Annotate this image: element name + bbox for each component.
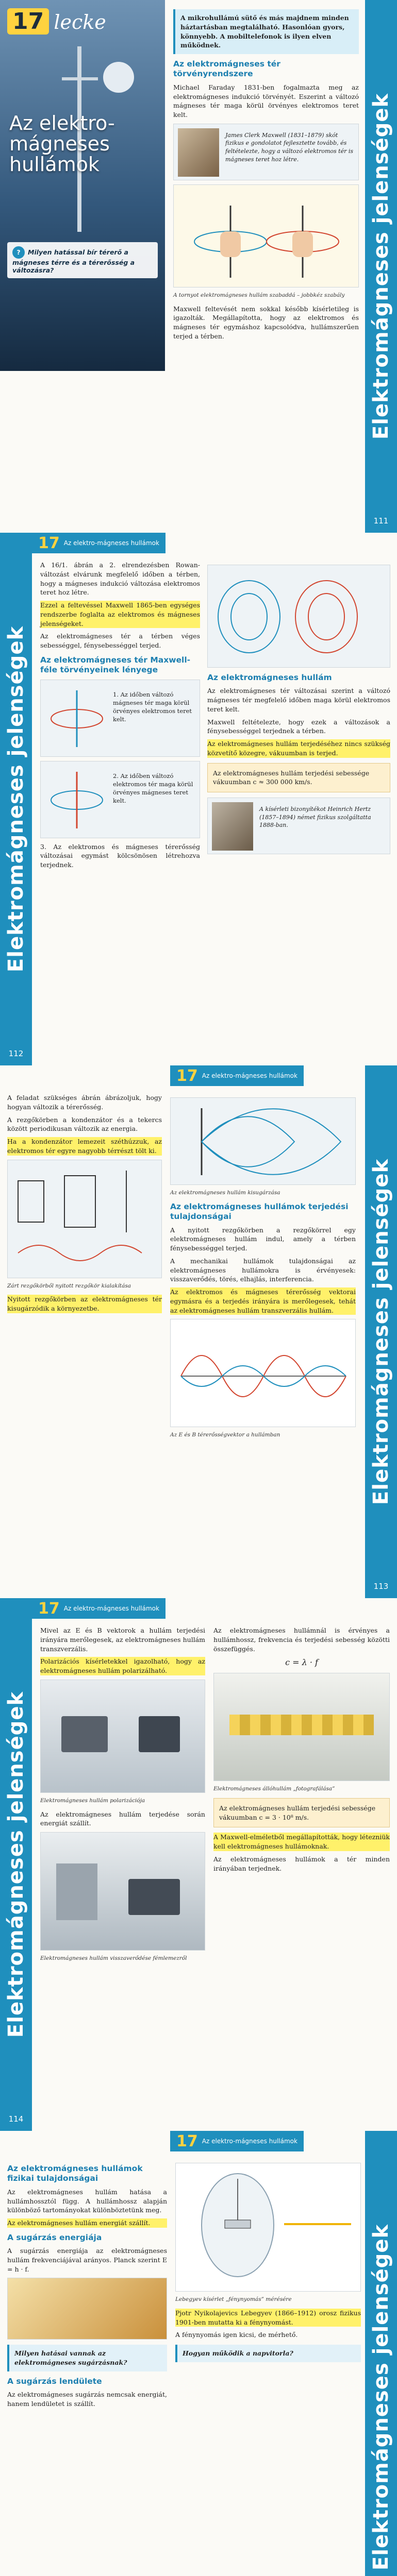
oscillator-figure (7, 1160, 162, 1278)
paragraph: A 16/1. ábrán a 2. elrendezésben Rowan-változást elvárunk megfelelő időben a térben, hogy a mágneses indukció változása elektromos teret hoz létre. (40, 561, 200, 597)
page-number: 111 (373, 516, 389, 526)
field-loop (308, 594, 344, 640)
paragraph: Mivel az E és B vektorok a hullám terjedési irányára merőlegesek, az elektromágneses hullám transzverzális. (40, 1626, 205, 1653)
field-loop (231, 594, 267, 640)
oscillator-svg (8, 1160, 162, 1278)
maxwell-law-figure-2 (40, 761, 200, 838)
side-title: Elektromágneses jelenségek (369, 1158, 393, 1505)
field-lines-svg (208, 565, 390, 668)
textbook-page-111 (0, 0, 397, 533)
paragraph: Az elektromágneses hullám hatása a hullámhossztól függ. A hullámhossz alapján különböző tartományokat különböztetünk meg. (7, 2188, 167, 2214)
paragraph: A mechanikai hullámok tulajdonságai az elektromágneses hullámokra is érvényesek: visszaverődés, törés, elhajlás, interferencia. (170, 1257, 356, 1283)
standing-wave-pattern (229, 1715, 374, 1735)
chapter-header-tab (170, 1065, 304, 1086)
page-number: 113 (373, 1582, 389, 1591)
hand-rule-figure (173, 184, 359, 287)
receiver-device (139, 1716, 180, 1752)
figure-caption: Zárt rezgőkörből nyitott rezgőkör kialakítása (7, 1282, 131, 1289)
field-loop (218, 581, 280, 653)
torsion-vanes (225, 2220, 251, 2228)
paragraph-highlighted: Az elektromágneses hullám energiát szállít. (7, 2218, 167, 2228)
right-column (173, 9, 359, 345)
chapter-hero (0, 0, 165, 371)
standing-wave-photo (214, 1673, 390, 1781)
paragraph: Michael Faraday 1831-ben fogalmazta meg az elektromágneses indukció törvényét. Eszerint a változó mágneses tér maga körül örvényes elektromos teret kelt. (173, 83, 359, 118)
radiation-photo-figure (7, 2278, 167, 2340)
lesson-number: 17 (7, 8, 49, 35)
section-title: Az elektromágneses hullám (207, 673, 332, 682)
paragraph-highlighted: A Maxwell-elméletből megállapították, hogy létezniük kell elektromágneses hullámoknak. (213, 1833, 390, 1851)
transmitter-device (61, 1716, 108, 1752)
radiation-lobe (202, 1109, 341, 1175)
left-column (7, 1093, 162, 1317)
figure-caption: Elektromágneses hullám visszaverődése fémlemezről (40, 1955, 187, 1962)
hero-question-text: Milyen hatással bír térerő a mágneses térre és a térerősség a változásra? (12, 248, 135, 274)
radiation-svg (171, 1098, 356, 1185)
section-title: Az elektromágneses tér Maxwell-féle törvényeinek lényege (40, 655, 191, 675)
hertz-figure (207, 798, 390, 854)
law-3-text: 3. Az elektromos és mágneses térerősség változásai egymást kölcsönösen létrehozva terjednek. (40, 842, 200, 869)
chapter-header-tab (32, 1598, 166, 1619)
paragraph: A nyitott rezgőkörben a rezgőkörrel egy elektromágneses hullám indul, amely a térben fénysebességgel terjed. (170, 1226, 356, 1252)
paragraph: Az elektromágneses tér változásai szerint a változó mágneses tér megfelelő időben maga körül elektromos teret kelt. (207, 687, 390, 713)
intro-box: A mikrohullámú sütő és más majdnem minden háztartásban megtalálható. Hasonlóan gyors, könnyebb. A mobiltelefonok is ilyen elven működnek. (173, 9, 359, 54)
chapter-title: Az elektro-mágneses hullámok (63, 1604, 159, 1612)
maxwell-portrait-image (178, 128, 219, 177)
figure-caption: A tornyot elektromágneses hullám szabaddá – jobbkéz szabály (173, 292, 345, 298)
question-icon: ? (12, 246, 25, 259)
section-title: Az elektromágneses hullámok fizikai tulajdonságai (7, 2164, 143, 2183)
field-lines (18, 1245, 142, 1261)
paragraph: Az elektromágneses hullámnál is érvényes a hullámhossz, frekvencia és terjedési sebesség közötti összefüggés. (213, 1626, 390, 1653)
polarization-photo-figure (40, 1680, 205, 1793)
chapter-number: 17 (38, 534, 60, 552)
paragraph: Az elektromágneses tér a térben véges sebességgel, fénysebességgel terjed. (40, 632, 200, 649)
textbook-page-113 (0, 1065, 397, 1598)
antenna-crossbar-illustration (62, 77, 98, 80)
textbook-page-115 (0, 2131, 397, 2576)
hand-shape-right (292, 231, 313, 257)
paragraph-highlighted: Az elektromágneses hullám terjedéséhez nincs szükség közvetítő közegre, vákuumban is terjed. (207, 740, 390, 757)
detector-device (128, 1879, 180, 1915)
radiation-figure (170, 1097, 356, 1185)
side-band (365, 2131, 397, 2576)
reflection-photo (41, 1833, 205, 1951)
closed-circuit (18, 1181, 44, 1222)
paragraph-highlighted: Pjotr Nyikolajevics Lebegyev (1866–1912) orosz fizikus 1901-ben mutatta ki a fénynyomást. (175, 2309, 361, 2326)
hand-rule-svg (174, 185, 359, 287)
law-2-text: 2. Az időben változó elektromos tér maga körül örvényes mágneses teret kelt. (113, 772, 193, 805)
wave-figure (170, 1319, 356, 1427)
side-band (0, 533, 32, 1065)
paragraph: Maxwell feltevését nem sokkal később kísérletileg is igazolták. Megállapította, hogy az elektromos és mágneses tér egymáshoz kapcsolódva, hullámszerűen terjed a térben. (173, 304, 359, 340)
hertz-text: A kísérleti bizonyítékot Heinrich Hertz (1857–1894) német fizikus szolgáltatta 1888-ban. (259, 806, 371, 829)
satellite-dish-illustration (103, 62, 134, 93)
lesson-word: lecke (54, 11, 106, 33)
portrait-figure (173, 124, 359, 180)
page-number: 112 (8, 1049, 24, 1058)
right-column (175, 2159, 361, 2367)
law-1-text: 1. Az időben változó mágneses tér maga körül örvényes elektromos teret kelt. (113, 690, 192, 723)
figure-caption: Az E és B térerősségvektor a hullámban (170, 1432, 280, 1438)
paragraph: A fénynyomás igen kicsi, de mérhető. (175, 2331, 298, 2339)
paragraph: A feladat szükséges ábrán ábrázoljuk, hogy hogyan változik a térerősség. (7, 1094, 162, 1111)
section-title: Az elektromágneses hullámok terjedési tulajdonságai (170, 1201, 349, 1222)
reflection-photo-figure (40, 1832, 205, 1951)
left-column (40, 1626, 205, 1968)
paragraph: Az elektromágneses hullám terjedése során energiát szállít. (40, 1810, 205, 1827)
textbook-page-114 (0, 1598, 397, 2131)
hertz-portrait-image (212, 802, 253, 851)
chapter-header-tab (170, 2131, 304, 2151)
formula: c = λ · f (285, 1657, 318, 1668)
paragraph-highlighted: Ha a kondenzátor lemezeit széthúzzuk, az elektromos tér egyre nagyobb térrészt tölt ki. (7, 1138, 162, 1155)
paragraph-highlighted: Ezzel a feltevéssel Maxwell 1865-ben egységes rendszerbe foglalta az elektromos és mágneses jelenségeket. (40, 601, 200, 628)
hero-question-box (7, 242, 158, 278)
side-title: Elektromágneses jelenségek (369, 93, 393, 440)
chapter-header-tab (32, 533, 166, 553)
side-title: Elektromágneses jelenségek (4, 1691, 28, 2038)
paragraph-highlighted: Az elektromos és mágneses térerősség vektorai egymásra és a terjedés irányára is merőlegesek, tehát az elektromágneses hullám transzverzális hullám. (170, 1288, 356, 1314)
figure-caption: Lebegyev kísérlet „fénynyomás” mérésére (175, 2296, 292, 2302)
side-title: Elektromágneses jelenségek (4, 625, 28, 973)
page-number: 114 (8, 2114, 24, 2124)
info-box: Az elektromágneses hullám terjedési sebessége vákuumban c = 3 · 10⁸ m/s. (213, 1798, 390, 1828)
hand-shape-left (220, 231, 241, 257)
paragraph: A sugárzás energiája az elektromágneses hullám frekvenciájával arányos. Planck szerint E = h · f. (7, 2247, 167, 2273)
paragraph: A rezgőkörben a kondenzátor és a tekercs között periodikusan változik az energia. (7, 1115, 162, 1133)
side-title: Elektromágneses jelenségek (369, 2224, 393, 2570)
standing-wave-figure (213, 1673, 390, 1781)
chapter-title: Az elektro-mágneses hullámok (63, 539, 159, 547)
figure-caption: Az elektromágneses hullám kisugárzása (170, 1190, 280, 1196)
figure-caption: Elektromágneses állóhullám „fotografálása” (213, 1785, 335, 1792)
info-box: Az elektromágneses hullám terjedési sebessége vákuumban c ≈ 300 000 km/s. (207, 763, 390, 793)
portrait-text: James Clerk Maxwell (1831–1879) skót fizikus e gondolatot fejlesztette tovább, és feltételezte, hogy a változó elektromos tér is mágneses teret hoz létre. (225, 131, 354, 163)
lesson-title: Az elektro-mágneses hullámok (9, 112, 115, 176)
paragraph-highlighted: Nyitott rezgőkörben az elektromágneses tér kisugárzódik a környezetbe. (7, 1295, 162, 1313)
radiation-photo (8, 2278, 167, 2340)
right-column (170, 1093, 356, 1444)
chapter-number: 17 (38, 1599, 60, 1618)
lesson-badge (7, 8, 106, 35)
chapter-title: Az elektro-mágneses hullámok (202, 1072, 297, 1079)
figure-caption: Elektromágneses hullám polarizációja (40, 1797, 145, 1804)
chapter-title: Az elektro-mágneses hullámok (202, 2137, 297, 2145)
polarization-photo (41, 1680, 205, 1793)
left-column (7, 2159, 167, 2412)
section-title: A sugárzás lendülete (7, 2376, 102, 2386)
question-box: Milyen hatásai vannak az elektromágneses sugárzásnak? (7, 2345, 167, 2371)
chapter-number: 17 (176, 1066, 198, 1085)
field-lines-figure (207, 565, 390, 668)
radiation-lobe (202, 1116, 294, 1167)
widening-circuit (64, 1176, 95, 1227)
side-band (365, 1065, 397, 1598)
side-band (0, 1598, 32, 2131)
maxwell-law-figure-1 (40, 680, 200, 757)
side-band (365, 0, 397, 533)
lebedev-apparatus-svg (176, 2163, 361, 2292)
section-title: Az elektromágneses tér törvényrendszere (173, 59, 280, 79)
field-loop (295, 581, 357, 653)
right-column (213, 1626, 390, 1876)
section-title: A sugárzás energiája (7, 2232, 102, 2242)
paragraph: Az elektromágneses hullámok a tér minden irányában terjednek. (213, 1855, 390, 1872)
paragraph: Maxwell feltételezte, hogy ezek a változások a fénysebességgel terjednek a térben. (207, 718, 390, 735)
paragraph-highlighted: Polarizációs kísérletekkel igazolható, hogy az elektromágneses hullám polarizálható. (40, 1657, 205, 1674)
metal-plate (56, 1863, 97, 1920)
right-column (207, 561, 390, 858)
question-box: Hogyan működik a napvitorla? (175, 2345, 361, 2362)
textbook-page-112 (0, 533, 397, 1065)
em-wave-svg (171, 1319, 356, 1427)
paragraph: Az elektromágneses sugárzás nemcsak energiát, hanem lendületet is szállít. (7, 2391, 167, 2408)
chapter-number: 17 (176, 2132, 198, 2150)
lebedev-apparatus-figure (175, 2163, 361, 2292)
left-column (40, 561, 200, 873)
